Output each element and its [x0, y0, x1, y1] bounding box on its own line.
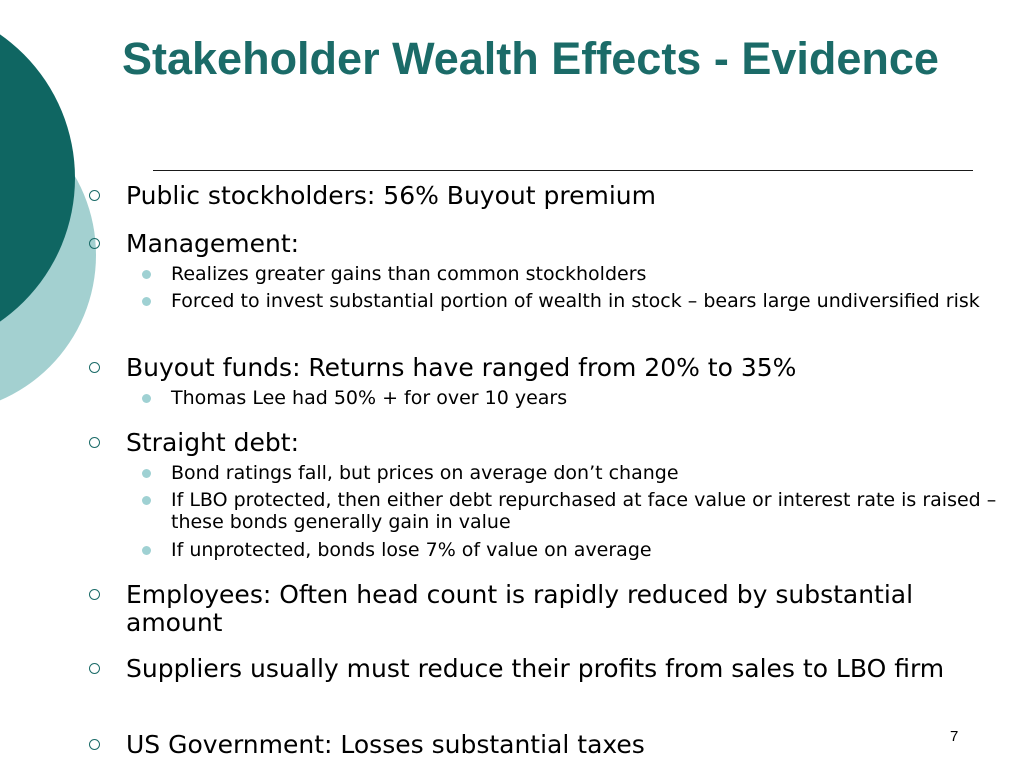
bullet-text: Public stockholders: 56% Buyout premium — [126, 181, 656, 210]
bullet-text: Suppliers usually must reduce their profits from sales to LBO firm — [126, 654, 945, 683]
bullet-text: Management: — [126, 229, 300, 258]
dot-bullet-icon — [142, 394, 151, 403]
hollow-circle-bullet-icon — [89, 739, 100, 750]
dot-bullet-icon — [142, 469, 151, 478]
dot-bullet-icon — [142, 270, 151, 279]
dot-bullet-icon — [142, 496, 151, 505]
bullet-straight-debt — [126, 429, 996, 457]
sub-bullet-management-risk — [171, 290, 1001, 312]
hollow-circle-bullet-icon — [89, 190, 100, 201]
sub-bullet-text: Realizes greater gains than common stockholders — [171, 263, 647, 285]
bullet-text: US Government: Losses substantial taxes — [126, 730, 645, 759]
sub-bullet-thomas-lee — [171, 387, 1001, 409]
sub-bullet-bond-ratings — [171, 462, 1001, 484]
sub-bullet-management-gains — [171, 263, 1001, 285]
bullet-suppliers — [126, 655, 996, 683]
sub-bullet-text: Bond ratings fall, but prices on average don’t change — [171, 462, 679, 484]
bullet-text: Buyout funds: Returns have ranged from 20% to 35% — [126, 353, 797, 382]
hollow-circle-bullet-icon — [89, 663, 100, 674]
dot-bullet-icon — [142, 297, 151, 306]
sub-bullet-lbo-protected — [171, 489, 1001, 533]
page-number: 7 — [950, 728, 959, 745]
bullet-us-government — [126, 731, 996, 759]
sub-bullet-text: If unprotected, bonds lose 7% of value on average — [171, 539, 652, 561]
bullet-text: Employees: Often head count is rapidly reduced by substantial amount — [126, 580, 914, 637]
hollow-circle-bullet-icon — [89, 238, 100, 249]
slide-title: Stakeholder Wealth Effects - Evidence — [122, 33, 939, 84]
bullet-management — [126, 230, 996, 258]
bullet-employees — [126, 581, 996, 637]
hollow-circle-bullet-icon — [89, 437, 100, 448]
bullet-buyout-funds — [126, 354, 996, 382]
dot-bullet-icon — [142, 546, 151, 555]
bullet-text: Straight debt: — [126, 428, 300, 457]
hollow-circle-bullet-icon — [89, 362, 100, 373]
bullet-public-stockholders — [126, 182, 996, 210]
sub-bullet-text: Forced to invest substantial portion of wealth in stock – bears large undiversified risk — [171, 290, 980, 312]
sub-bullet-text: If LBO protected, then either debt repurchased at face value or interest rate is raised – these bonds generally gain in value — [171, 489, 997, 533]
sub-bullet-text: Thomas Lee had 50% + for over 10 years — [171, 387, 568, 409]
sub-bullet-unprotected — [171, 539, 1001, 561]
hollow-circle-bullet-icon — [89, 589, 100, 600]
